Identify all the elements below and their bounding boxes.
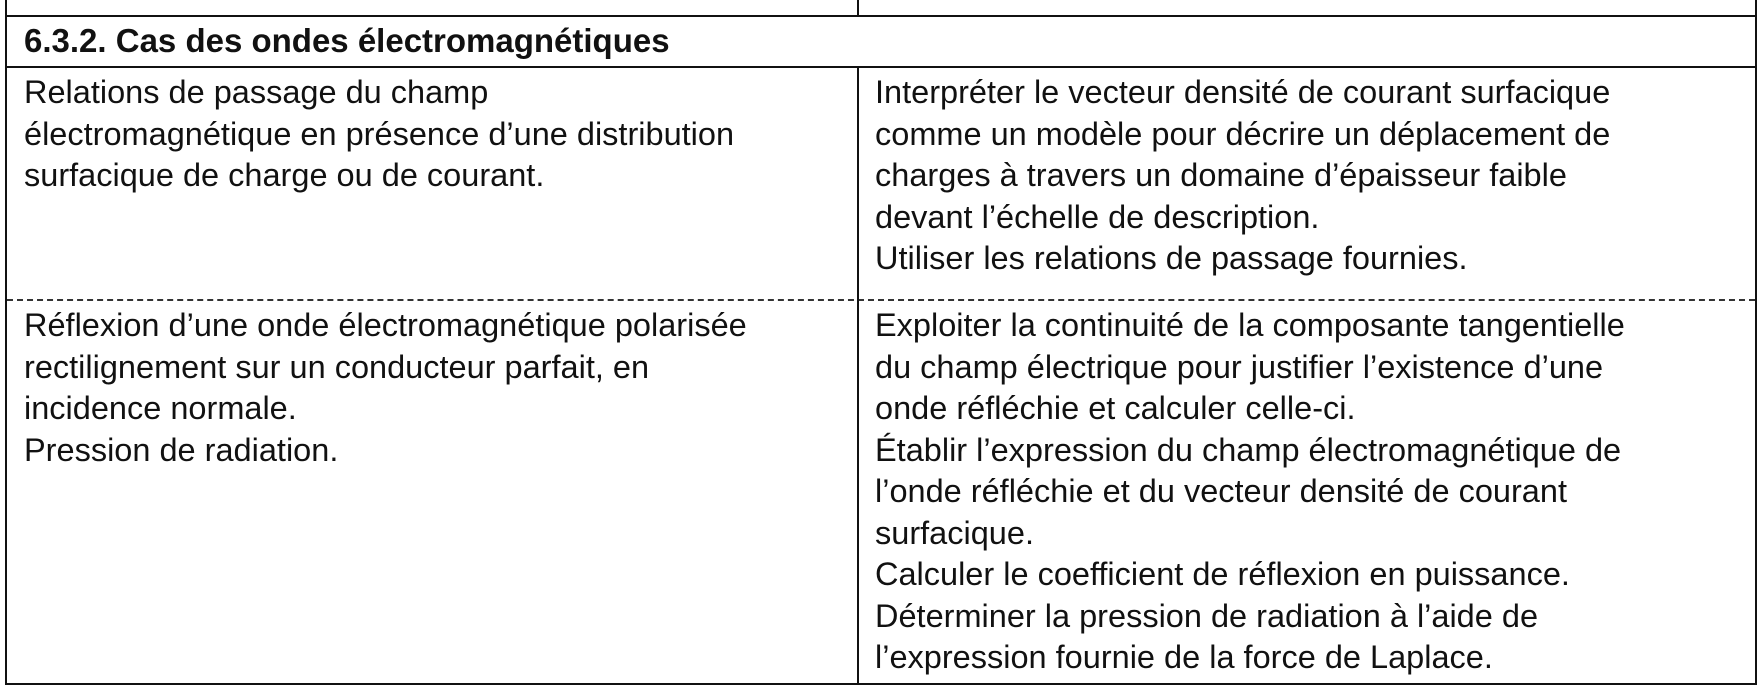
text-line: l’expression fournie de la force de Laplace. <box>875 639 1493 675</box>
table-row <box>7 301 1755 683</box>
capacities-cell <box>875 301 1753 679</box>
text-line: comme un modèle pour décrire un déplacement de <box>875 115 1611 152</box>
text-line: Utiliser les relations de passage fournies. <box>875 240 1468 276</box>
text-line: incidence normale. <box>24 390 297 426</box>
text-line: électromagnétique en présence d’une distribution <box>24 115 735 152</box>
text-line: Interpréter le vecteur densité de courant surfacique <box>875 74 1611 110</box>
text-line: l’onde réfléchie et du vecteur densité de courant <box>875 473 1567 509</box>
text-line: rectilignement sur un conducteur parfait, en <box>24 348 650 385</box>
notions-cell <box>24 301 854 471</box>
column-divider-stub <box>857 0 859 17</box>
table-row <box>7 68 1755 301</box>
curriculum-table <box>5 0 1757 685</box>
text-line: Déterminer la pression de radiation à l’aide de <box>875 597 1539 634</box>
section-heading: 6.3.2. Cas des ondes électromagnétiques <box>7 17 1755 68</box>
text-line: Établir l’expression du champ électromagnétique de <box>875 431 1622 468</box>
text-line: Pression de radiation. <box>24 431 339 468</box>
capacities-cell <box>875 68 1753 280</box>
text-line: onde réfléchie et calculer celle-ci. <box>875 390 1356 426</box>
column-divider <box>857 68 859 683</box>
previous-row-stub <box>7 0 1755 17</box>
text-line: Calculer le coefficient de réflexion en puissance. <box>875 556 1570 592</box>
notions-cell <box>24 68 854 197</box>
text-line: Relations de passage du champ <box>24 74 489 110</box>
text-line: Exploiter la continuité de la composante tangentielle <box>875 307 1625 343</box>
text-line: Réflexion d’une onde électromagnétique polarisée <box>24 307 747 343</box>
text-line: charges à travers un domaine d’épaisseur faible <box>875 157 1567 193</box>
text-line: surfacique. <box>875 514 1034 551</box>
text-line: devant l’échelle de description. <box>875 198 1320 235</box>
text-line: du champ électrique pour justifier l’existence d’une <box>875 348 1604 385</box>
text-line: surfacique de charge ou de courant. <box>24 157 545 193</box>
